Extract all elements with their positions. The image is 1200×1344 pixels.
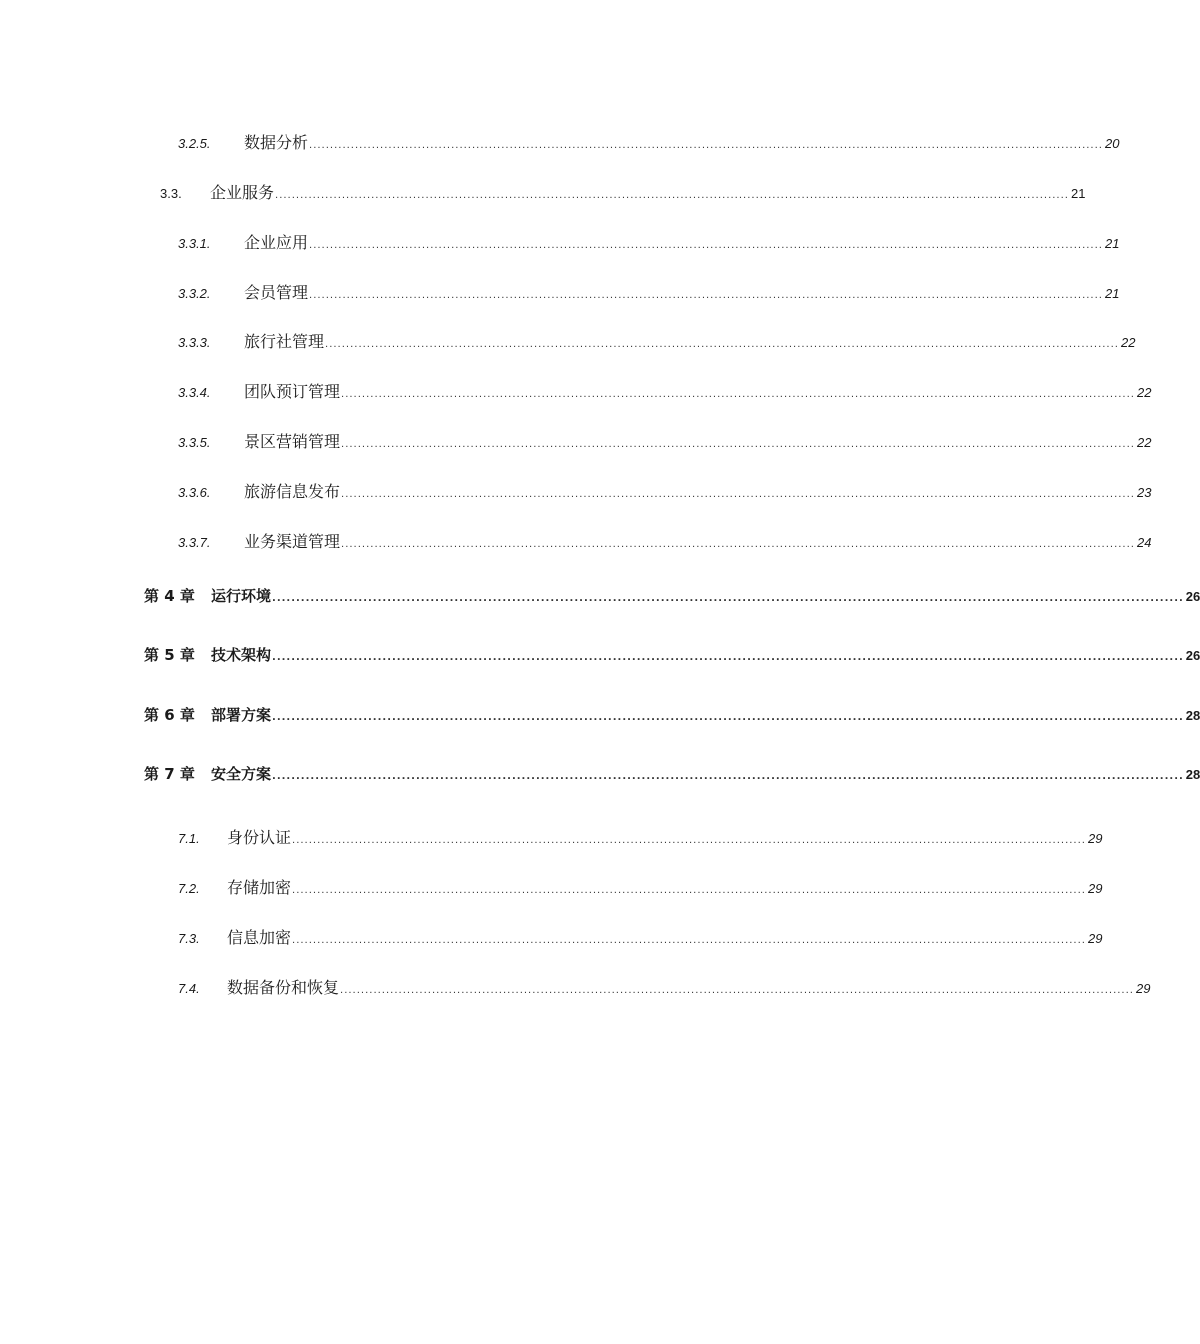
toc-entry-page: 28	[1185, 708, 1200, 723]
dot-leader: ..............................................................................................................................................................................................	[272, 712, 1184, 723]
toc-entry-page: 22	[1120, 335, 1136, 350]
toc-entry-chapter-4[interactable]	[144, 585, 1200, 606]
toc-entry-number: 3.3.6.	[178, 485, 211, 500]
toc-entry-3-3-3[interactable]	[178, 329, 1136, 352]
toc-entry-number: 7.1.	[178, 831, 200, 846]
toc-entry-3-3-7[interactable]	[178, 529, 1152, 552]
toc-entry-page: 21	[1070, 186, 1086, 201]
dot-leader: ..............................................................................................................................................................................................	[272, 771, 1184, 782]
toc-entry-number: 7.3.	[178, 931, 200, 946]
toc-entry-page: 21	[1104, 236, 1120, 251]
toc-entry-number: 3.3.2.	[178, 286, 211, 301]
toc-entry-title: 数据备份和恢复	[227, 978, 340, 997]
toc-entry-title: 数据分析	[244, 133, 309, 152]
toc-entry-page: 29	[1087, 831, 1103, 846]
toc-entry-number: 3.3.1.	[178, 236, 211, 251]
toc-entry-number: 3.2.5.	[178, 136, 211, 151]
toc-entry-number: 3.3.7.	[178, 535, 211, 550]
toc-entry-title: 部署方案	[211, 706, 272, 724]
toc-entry-3-3-6[interactable]	[178, 479, 1152, 502]
toc-entry-title: 旅游信息发布	[244, 482, 341, 501]
toc-entry-page: 22	[1136, 435, 1152, 450]
toc-entry-7-4[interactable]	[178, 975, 1151, 998]
toc-entry-page: 22	[1136, 385, 1152, 400]
toc-entry-page: 24	[1136, 535, 1152, 550]
toc-entry-3-3-2[interactable]	[178, 280, 1120, 303]
toc-entry-3-3-1[interactable]	[178, 230, 1120, 253]
dot-leader: ..............................................................................................................................................................................................	[309, 290, 1103, 301]
toc-entry-3-3-5[interactable]	[178, 429, 1152, 452]
toc-entry-page: 26	[1185, 648, 1200, 663]
toc-entry-title: 会员管理	[244, 283, 309, 302]
toc-entry-3-3[interactable]	[160, 180, 1086, 203]
toc-entry-page: 29	[1087, 881, 1103, 896]
toc-entry-3-2-5[interactable]	[178, 130, 1120, 153]
toc-entry-number: 3.3.4.	[178, 385, 211, 400]
dot-leader: ..............................................................................................................................................................................................	[309, 240, 1103, 251]
toc-entry-3-3-4[interactable]	[178, 379, 1152, 402]
toc-entry-page: 21	[1104, 286, 1120, 301]
toc-entry-chapter-6[interactable]	[144, 704, 1200, 725]
dot-leader: ..............................................................................................................................................................................................	[292, 935, 1086, 946]
toc-entry-number: 第 4 章	[144, 587, 195, 605]
toc-entry-title: 旅行社管理	[244, 332, 325, 351]
toc-entry-number: 第 7 章	[144, 765, 195, 783]
toc-entry-title: 景区营销管理	[244, 432, 341, 451]
toc-entry-title: 存储加密	[227, 878, 292, 897]
toc-entry-7-2[interactable]	[178, 875, 1103, 898]
dot-leader: ..............................................................................................................................................................................................	[292, 885, 1086, 896]
dot-leader: ..............................................................................................................................................................................................	[341, 439, 1135, 450]
dot-leader: ..............................................................................................................................................................................................	[309, 140, 1103, 151]
toc-entry-title: 运行环境	[211, 587, 272, 605]
toc-entry-title: 信息加密	[227, 928, 292, 947]
toc-entry-title: 身份认证	[227, 828, 292, 847]
toc-entry-title: 企业服务	[210, 183, 275, 202]
toc-entry-title: 业务渠道管理	[244, 532, 341, 551]
toc-entry-number: 3.3.3.	[178, 335, 211, 350]
dot-leader: ..............................................................................................................................................................................................	[325, 339, 1119, 350]
toc-entry-number: 3.3.5.	[178, 435, 211, 450]
toc-entry-number: 3.3.	[160, 186, 182, 201]
toc-entry-page: 26	[1185, 589, 1200, 604]
dot-leader: ..............................................................................................................................................................................................	[341, 539, 1135, 550]
toc-entry-7-1[interactable]	[178, 825, 1103, 848]
dot-leader: ..............................................................................................................................................................................................	[272, 652, 1184, 663]
toc-entry-number: 7.2.	[178, 881, 200, 896]
toc-entry-number: 第 6 章	[144, 706, 195, 724]
toc-entry-number: 7.4.	[178, 981, 200, 996]
toc-entry-chapter-7[interactable]	[144, 763, 1200, 784]
toc-entry-chapter-5[interactable]	[144, 644, 1200, 665]
toc-entry-page: 29	[1087, 931, 1103, 946]
dot-leader: ..............................................................................................................................................................................................	[340, 985, 1134, 996]
toc-entry-page: 23	[1136, 485, 1152, 500]
dot-leader: ..............................................................................................................................................................................................	[292, 835, 1086, 846]
dot-leader: ..............................................................................................................................................................................................	[272, 593, 1184, 604]
toc-entry-title: 企业应用	[244, 233, 309, 252]
toc-entry-page: 29	[1135, 981, 1151, 996]
toc-entry-7-3[interactable]	[178, 925, 1103, 948]
dot-leader: ..............................................................................................................................................................................................	[275, 190, 1069, 201]
dot-leader: ..............................................................................................................................................................................................	[341, 489, 1135, 500]
toc-entry-title: 团队预订管理	[244, 382, 341, 401]
toc-entry-title: 技术架构	[211, 646, 272, 664]
dot-leader: ..............................................................................................................................................................................................	[341, 389, 1135, 400]
toc-entry-page: 20	[1104, 136, 1120, 151]
toc-entry-page: 28	[1185, 767, 1200, 782]
toc-entry-number: 第 5 章	[144, 646, 195, 664]
toc-entry-title: 安全方案	[211, 765, 272, 783]
